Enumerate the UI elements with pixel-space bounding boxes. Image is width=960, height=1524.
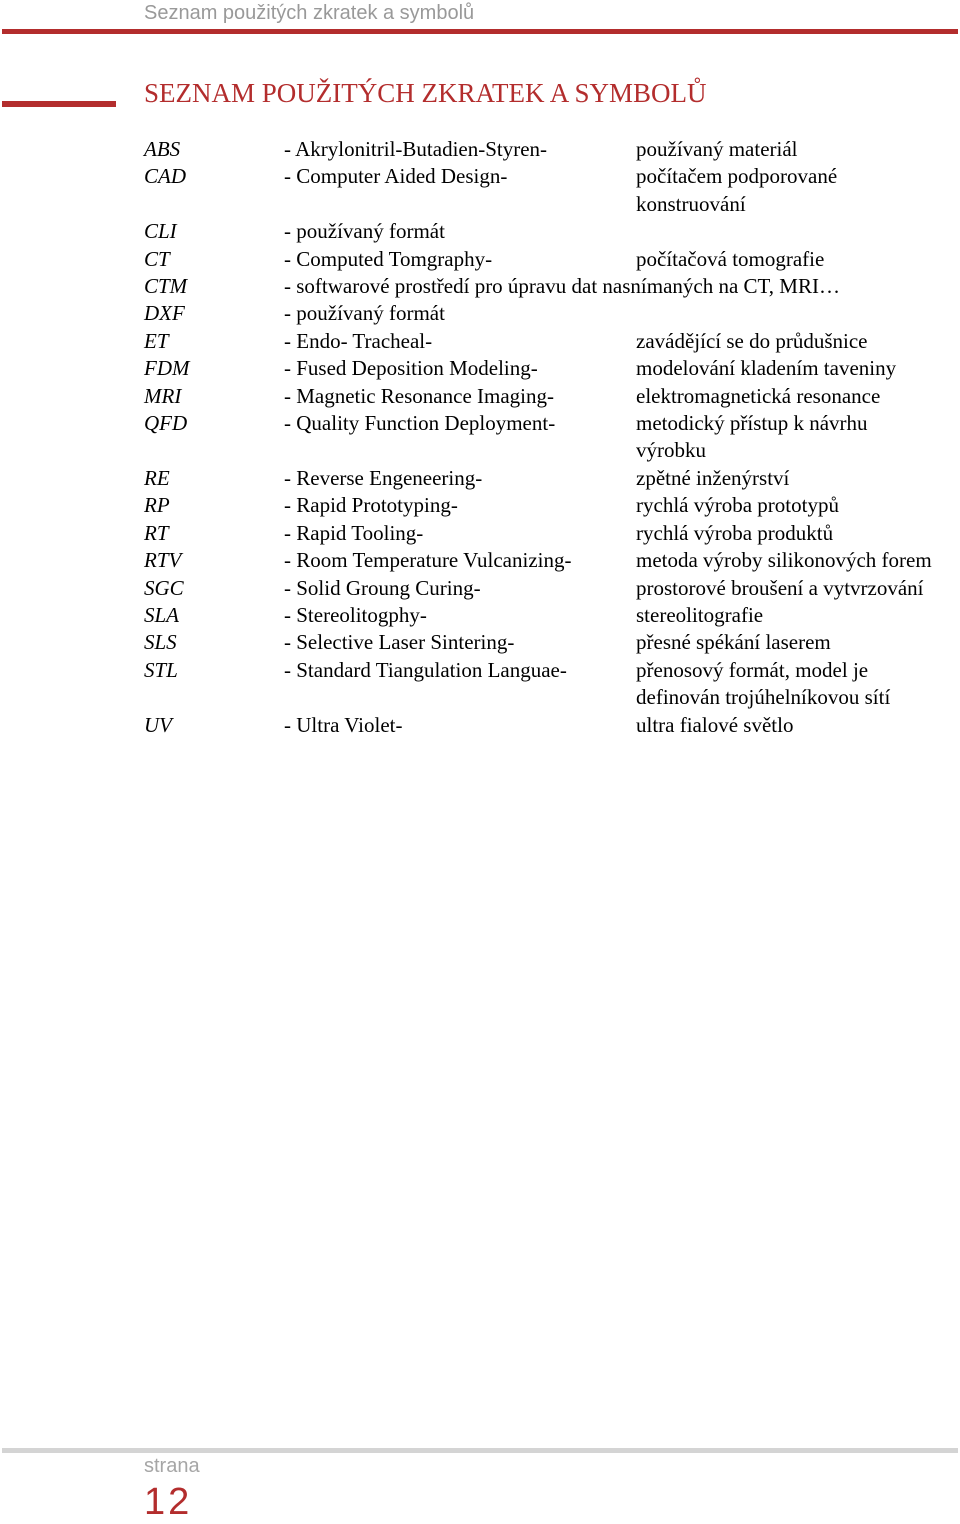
abbreviation: UV bbox=[144, 712, 172, 737]
abbreviation-term: - Stereolitogphy- bbox=[284, 602, 427, 627]
abbreviation: CT bbox=[144, 246, 170, 271]
running-header: Seznam použitých zkratek a symbolů bbox=[144, 2, 475, 24]
abbreviation-meaning: přesné spékání laserem bbox=[636, 630, 831, 655]
abbreviation-meaning: počítačem podporované konstruování bbox=[636, 164, 838, 216]
abbreviation-term: - Akrylonitril-Butadien-Styren- bbox=[284, 137, 548, 161]
abbreviation-term: - Selective Laser Sintering- bbox=[284, 630, 515, 655]
abbreviation-row bbox=[144, 218, 944, 245]
abbreviation-term: - Endo- Tracheal- bbox=[284, 328, 433, 353]
abbreviation-term: - Fused Deposition Modeling- bbox=[284, 356, 538, 381]
abbreviation: RE bbox=[144, 465, 170, 490]
abbreviation-meaning bbox=[636, 300, 936, 327]
abbreviation-term: - Computer Aided Design- bbox=[284, 164, 508, 189]
abbreviation-row bbox=[144, 492, 944, 519]
abbreviation: CTM bbox=[144, 274, 188, 299]
abbreviation-term: - Ultra Violet- bbox=[284, 712, 403, 737]
abbreviation-meaning: ultra fialové světlo bbox=[636, 712, 794, 737]
abbreviation: CLI bbox=[144, 219, 177, 244]
abbreviation-term: - Computed Tomgraphy- bbox=[284, 246, 493, 271]
abbreviation-term: - Magnetic Resonance Imaging- bbox=[284, 383, 554, 408]
abbreviation: ET bbox=[144, 328, 169, 353]
footer-rule bbox=[2, 1448, 958, 1453]
abbreviation-list bbox=[144, 136, 944, 739]
abbreviation-row bbox=[144, 136, 944, 163]
abbreviation-term: - Standard Tiangulation Languae- bbox=[284, 657, 567, 682]
abbreviation-meaning: zavádějící se do průdušnice bbox=[636, 328, 868, 353]
abbreviation-row bbox=[144, 273, 944, 300]
abbreviation: SLA bbox=[144, 602, 180, 627]
abbreviation: RTV bbox=[144, 548, 182, 573]
abbreviation-term: - Rapid Tooling- bbox=[284, 520, 424, 545]
abbreviation-term: - používaný formát bbox=[284, 219, 445, 244]
abbreviation: CAD bbox=[144, 164, 186, 189]
abbreviation-meaning: používaný materiál bbox=[636, 137, 798, 161]
abbreviation-row bbox=[144, 629, 944, 656]
abbreviation-row bbox=[144, 246, 944, 273]
abbreviation-meaning: přenosový formát, model je definován trojúhelníkovou sítí bbox=[636, 657, 891, 710]
abbreviation: DXF bbox=[144, 301, 185, 326]
abbreviation: STL bbox=[144, 657, 178, 682]
abbreviation: RP bbox=[144, 493, 170, 518]
abbreviation-term: - používaný formát bbox=[284, 301, 445, 326]
title-marker bbox=[2, 101, 116, 107]
abbreviation-meaning: stereolitografie bbox=[636, 602, 764, 627]
abbreviation-term: - Room Temperature Vulcanizing- bbox=[284, 548, 572, 573]
abbreviation-row bbox=[144, 410, 944, 465]
abbreviation-meaning: elektromagnetická resonance bbox=[636, 383, 881, 408]
abbreviation: RT bbox=[144, 520, 169, 545]
abbreviation-row bbox=[144, 575, 944, 602]
page-number: 12 bbox=[144, 1481, 193, 1523]
abbreviation-row bbox=[144, 355, 944, 382]
abbreviation-row bbox=[144, 712, 944, 739]
abbreviation-term: - Rapid Prototyping- bbox=[284, 493, 458, 518]
abbreviation-meaning: počítačová tomografie bbox=[636, 246, 825, 271]
abbreviation-description: - softwarové prostředí pro úpravu dat nasnímaných na CT, MRI… bbox=[284, 274, 840, 299]
abbreviation-row bbox=[144, 383, 944, 410]
abbreviation-row bbox=[144, 328, 944, 355]
page-title: SEZNAM POUŽITÝCH ZKRATEK A SYMBOLŮ bbox=[144, 78, 707, 108]
abbreviation-row bbox=[144, 163, 944, 218]
abbreviation: SLS bbox=[144, 630, 177, 655]
abbreviation-row bbox=[144, 300, 944, 327]
abbreviation-row bbox=[144, 520, 944, 547]
abbreviation-meaning: rychlá výroba produktů bbox=[636, 520, 834, 545]
header-rule bbox=[2, 29, 958, 34]
abbreviation: QFD bbox=[144, 411, 188, 436]
abbreviation-row bbox=[144, 547, 944, 574]
abbreviation: MRI bbox=[144, 383, 182, 408]
abbreviation-meaning: prostorové broušení a vytvrzování bbox=[636, 575, 924, 600]
abbreviation-row bbox=[144, 465, 944, 492]
abbreviation-meaning: metodický přístup k návrhu výrobku bbox=[636, 411, 868, 463]
abbreviation-meaning: rychlá výroba prototypů bbox=[636, 493, 839, 518]
abbreviation-meaning: zpětné inženýrství bbox=[636, 465, 790, 490]
abbreviation-row bbox=[144, 602, 944, 629]
abbreviation: ABS bbox=[144, 137, 181, 161]
abbreviation-meaning: metoda výroby silikonových forem bbox=[636, 548, 932, 573]
abbreviation: SGC bbox=[144, 575, 184, 600]
abbreviation: FDM bbox=[144, 356, 190, 381]
abbreviation-meaning bbox=[636, 218, 936, 245]
abbreviation-meaning: modelování kladením taveniny bbox=[636, 356, 897, 381]
abbreviation-term: - Reverse Engeneering- bbox=[284, 465, 483, 490]
abbreviation-row bbox=[144, 657, 944, 712]
abbreviation-term: - Quality Function Deployment- bbox=[284, 411, 556, 436]
footer-page-label: strana bbox=[144, 1455, 200, 1477]
abbreviation-term: - Solid Groung Curing- bbox=[284, 575, 481, 600]
